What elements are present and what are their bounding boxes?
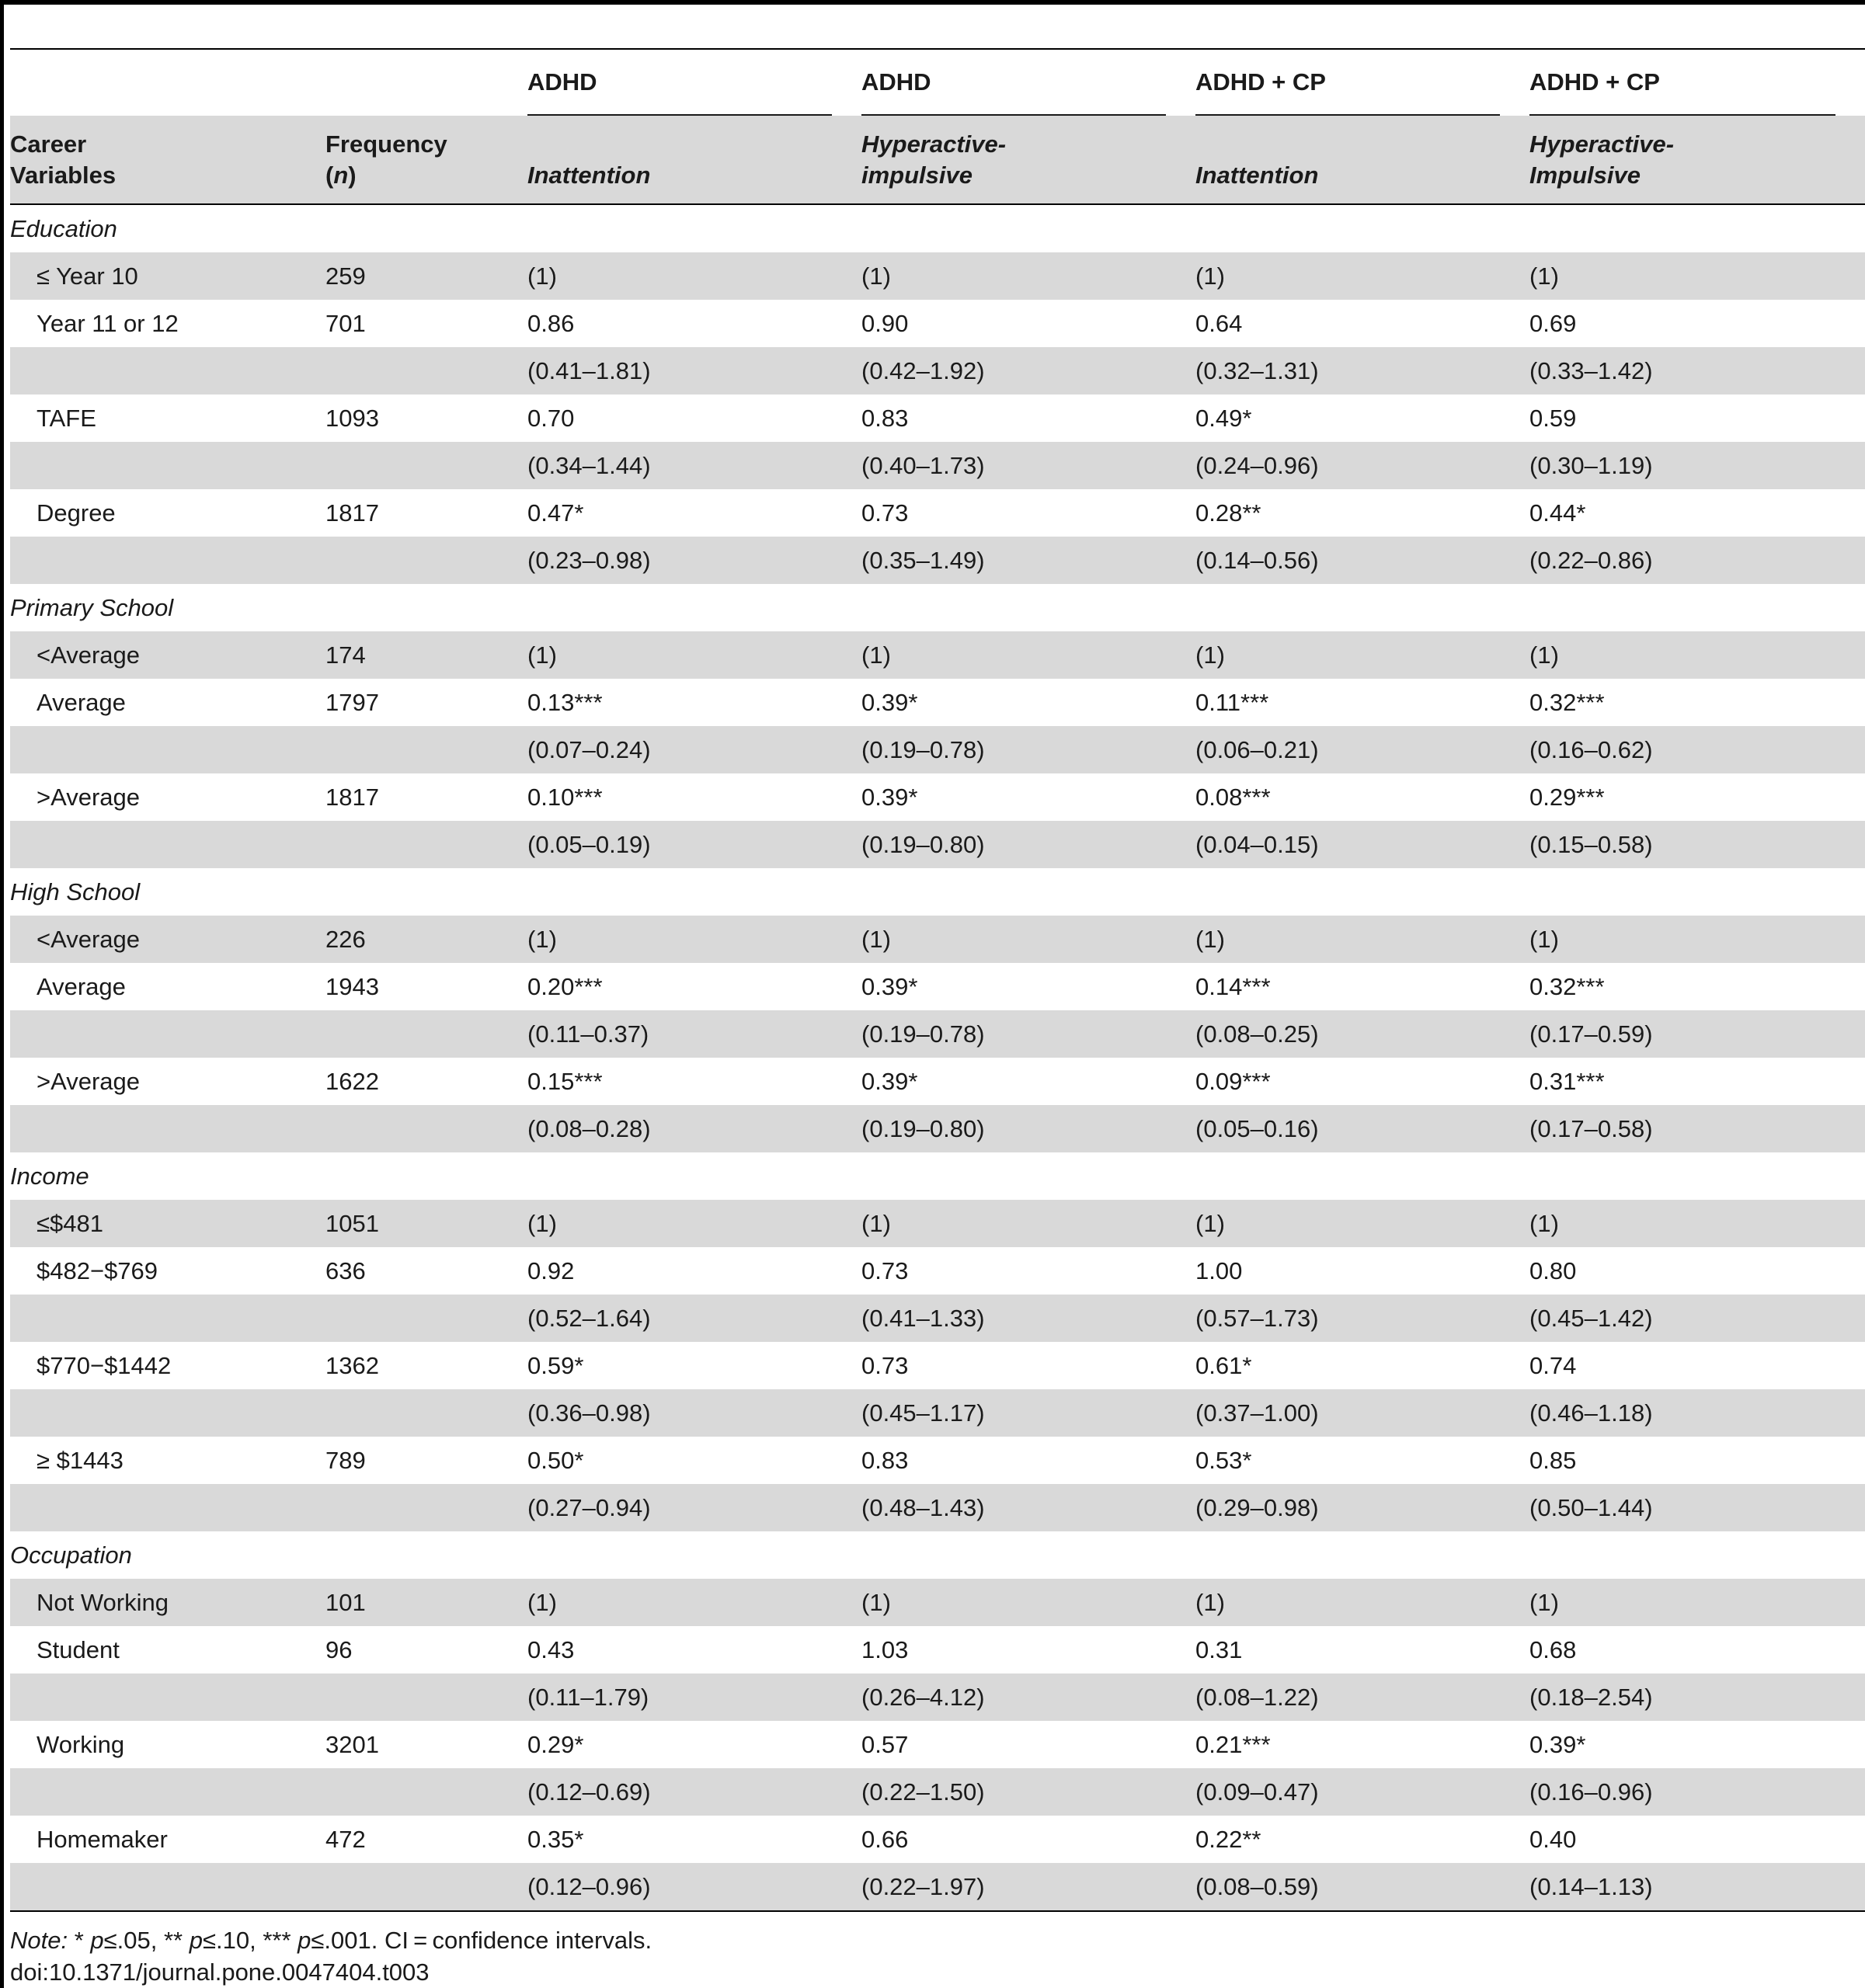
odds-ratio-cell: (1)	[861, 1200, 1195, 1247]
odds-ratio-cell: 0.66	[861, 1825, 909, 1853]
confidence-interval-cell: (0.16–0.96)	[1529, 1768, 1865, 1816]
confidence-interval-cell: (0.41–1.33)	[861, 1295, 1195, 1342]
row-frequency: 789	[325, 1446, 366, 1474]
odds-ratio-cell: 0.29***	[1529, 783, 1605, 811]
odds-ratio-cell: 0.13***	[527, 688, 603, 716]
row-label: Student	[37, 1635, 120, 1663]
table-row	[10, 1626, 1865, 1673]
ci-row	[10, 1105, 1865, 1152]
table-row	[10, 1437, 1865, 1484]
ci-empty-frequency	[325, 1863, 527, 1911]
odds-ratio-cell: 0.40	[1529, 1825, 1577, 1853]
table-row	[10, 1579, 1865, 1626]
confidence-interval-cell: (0.22–1.97)	[861, 1863, 1195, 1911]
confidence-interval-cell: (0.15–0.58)	[1529, 821, 1865, 868]
row-label: TAFE	[37, 404, 96, 432]
table-row	[10, 394, 1865, 442]
group-header-adhd-cp-1: ADHD + CP	[1195, 50, 1529, 116]
odds-ratio-cell: 0.39*	[861, 688, 918, 716]
odds-ratio-cell: (1)	[1195, 1200, 1529, 1247]
odds-ratio-cell: 1.03	[861, 1635, 909, 1663]
odds-ratio-cell: (1)	[527, 1579, 861, 1626]
odds-ratio-cell: 0.85	[1529, 1446, 1577, 1474]
confidence-interval-cell: (0.50–1.44)	[1529, 1484, 1865, 1531]
confidence-interval-cell: (0.11–1.79)	[527, 1673, 861, 1721]
row-frequency: 174	[325, 631, 527, 679]
confidence-interval-cell: (0.40–1.73)	[861, 442, 1195, 489]
odds-ratio-cell: 0.39*	[861, 783, 918, 811]
ci-empty-label	[10, 1768, 325, 1816]
row-label: >Average	[37, 1067, 141, 1095]
section-title: Income	[10, 1162, 89, 1190]
odds-ratio-cell: 0.39*	[1529, 1730, 1586, 1758]
ci-empty-label	[10, 1105, 325, 1152]
confidence-interval-cell: (0.35–1.49)	[861, 537, 1195, 584]
col-header-adhd-hyperactive: Hyperactive- impulsive	[861, 116, 1195, 204]
odds-ratio-cell: (1)	[1529, 916, 1865, 963]
table-row	[10, 1721, 1865, 1768]
odds-ratio-cell: 0.11***	[1195, 688, 1269, 716]
odds-ratio-cell: 0.74	[1529, 1351, 1577, 1379]
confidence-interval-cell: (0.45–1.17)	[861, 1389, 1195, 1437]
row-label: Average	[37, 972, 126, 1000]
odds-ratio-cell: 0.73	[861, 1256, 909, 1284]
section-title: Primary School	[10, 593, 174, 621]
row-frequency: 259	[325, 252, 527, 300]
confidence-interval-cell: (0.41–1.81)	[527, 347, 861, 394]
table-row	[10, 1200, 1865, 1247]
row-label: <Average	[10, 916, 325, 963]
ci-row	[10, 1863, 1865, 1911]
section-header-row	[10, 204, 1865, 252]
table-row	[10, 916, 1865, 963]
significance-note: Note: * p≤.05, ** p≤.10, *** p≤.001. CI = confidence intervals.	[10, 1927, 652, 1954]
row-label: ≤ Year 10	[10, 252, 325, 300]
section-title: Occupation	[10, 1541, 132, 1569]
confidence-interval-cell: (0.23–0.98)	[527, 537, 861, 584]
ci-row	[10, 1484, 1865, 1531]
odds-ratio-cell: (1)	[527, 252, 861, 300]
confidence-interval-cell: (0.45–1.42)	[1529, 1295, 1865, 1342]
row-label: Year 11 or 12	[37, 309, 179, 337]
row-label: >Average	[37, 783, 141, 811]
odds-ratio-cell: 0.80	[1529, 1256, 1577, 1284]
odds-ratio-cell: 0.15***	[527, 1067, 603, 1095]
row-frequency: 701	[325, 309, 366, 337]
group-header-empty-1	[10, 50, 325, 116]
odds-ratio-cell: 0.32***	[1529, 688, 1605, 716]
ci-row	[10, 726, 1865, 773]
odds-ratio-cell: 1.00	[1195, 1256, 1243, 1284]
odds-ratio-cell: (1)	[1529, 1200, 1865, 1247]
table-bottom-rule	[10, 1911, 1865, 1912]
odds-ratio-cell: (1)	[861, 631, 1195, 679]
odds-ratio-cell: 0.83	[861, 1446, 909, 1474]
odds-ratio-cell: 0.92	[527, 1256, 575, 1284]
ci-empty-frequency	[325, 347, 527, 394]
ci-empty-frequency	[325, 726, 527, 773]
confidence-interval-cell: (0.08–0.59)	[1195, 1863, 1529, 1911]
row-frequency: 96	[325, 1635, 353, 1663]
ci-empty-label	[10, 726, 325, 773]
column-header-row	[10, 116, 1865, 204]
confidence-interval-cell: (0.09–0.47)	[1195, 1768, 1529, 1816]
group-header-adhd-1: ADHD	[527, 50, 861, 116]
odds-ratio-cell: 0.70	[527, 404, 575, 432]
odds-ratio-cell: 0.31	[1195, 1635, 1243, 1663]
row-frequency: 472	[325, 1825, 366, 1853]
ci-empty-label	[10, 1863, 325, 1911]
confidence-interval-cell: (0.42–1.92)	[861, 347, 1195, 394]
odds-ratio-cell: 0.28**	[1195, 499, 1261, 527]
odds-ratio-cell: (1)	[1195, 252, 1529, 300]
row-label: Working	[37, 1730, 125, 1758]
row-frequency: 101	[325, 1579, 527, 1626]
ci-empty-label	[10, 1389, 325, 1437]
odds-ratio-cell: 0.69	[1529, 309, 1577, 337]
row-frequency: 1362	[325, 1351, 379, 1379]
ci-empty-label	[10, 1673, 325, 1721]
odds-ratio-cell: 0.61*	[1195, 1351, 1252, 1379]
left-border-rule	[0, 0, 4, 1988]
row-frequency: 1622	[325, 1067, 379, 1095]
odds-ratio-cell: (1)	[527, 916, 861, 963]
table-row	[10, 963, 1865, 1010]
row-frequency: 1093	[325, 404, 379, 432]
ci-empty-label	[10, 537, 325, 584]
confidence-interval-cell: (0.26–4.12)	[861, 1673, 1195, 1721]
section-header-row	[10, 584, 1865, 631]
odds-ratio-cell: 0.64	[1195, 309, 1243, 337]
table-row	[10, 1247, 1865, 1295]
confidence-interval-cell: (0.17–0.59)	[1529, 1010, 1865, 1058]
odds-ratio-cell: 0.59	[1529, 404, 1577, 432]
group-header-adhd-2: ADHD	[861, 50, 1195, 116]
table-row	[10, 300, 1865, 347]
confidence-interval-cell: (0.14–1.13)	[1529, 1863, 1865, 1911]
odds-ratio-cell: 0.86	[527, 309, 575, 337]
ci-empty-label	[10, 347, 325, 394]
table-row	[10, 631, 1865, 679]
ci-empty-frequency	[325, 1673, 527, 1721]
odds-ratio-cell: 0.22**	[1195, 1825, 1261, 1853]
confidence-interval-cell: (0.14–0.56)	[1195, 537, 1529, 584]
ci-row	[10, 1389, 1865, 1437]
row-frequency: 1051	[325, 1200, 527, 1247]
row-label: $770−$1442	[37, 1351, 172, 1379]
odds-ratio-cell: (1)	[1195, 916, 1529, 963]
odds-ratio-cell: 0.83	[861, 404, 909, 432]
ci-empty-frequency	[325, 1768, 527, 1816]
section-title: High School	[10, 878, 141, 905]
confidence-interval-cell: (0.19–0.78)	[861, 1010, 1195, 1058]
top-border-rule	[0, 0, 1865, 5]
odds-ratio-cell: 0.10***	[527, 783, 603, 811]
confidence-interval-cell: (0.33–1.42)	[1529, 347, 1865, 394]
odds-ratio-cell: (1)	[1195, 631, 1529, 679]
odds-ratio-cell: 0.53*	[1195, 1446, 1252, 1474]
ci-row	[10, 1673, 1865, 1721]
results-table-container	[10, 48, 1865, 1912]
confidence-interval-cell: (0.19–0.78)	[861, 726, 1195, 773]
confidence-interval-cell: (0.11–0.37)	[527, 1010, 861, 1058]
odds-ratio-cell: (1)	[1529, 252, 1865, 300]
col-header-frequency: Frequency (n)	[325, 116, 527, 204]
table-row	[10, 489, 1865, 537]
col-header-adhd-cp-inattention: Inattention	[1195, 116, 1529, 204]
odds-ratio-cell: 0.35*	[527, 1825, 584, 1853]
doi-line: doi:10.1371/journal.pone.0047404.t003	[10, 1958, 430, 1986]
odds-ratio-cell: (1)	[527, 631, 861, 679]
ci-empty-frequency	[325, 537, 527, 584]
row-frequency: 1817	[325, 499, 379, 527]
odds-ratio-cell: 0.57	[861, 1730, 909, 1758]
row-frequency: 1943	[325, 972, 379, 1000]
group-header-row	[10, 50, 1865, 116]
ci-empty-frequency	[325, 1105, 527, 1152]
odds-ratio-cell: 0.73	[861, 499, 909, 527]
table-row	[10, 679, 1865, 726]
ci-empty-frequency	[325, 1389, 527, 1437]
confidence-interval-cell: (0.18–2.54)	[1529, 1673, 1865, 1721]
odds-ratio-cell: 0.68	[1529, 1635, 1577, 1663]
ci-empty-frequency	[325, 1010, 527, 1058]
confidence-interval-cell: (0.32–1.31)	[1195, 347, 1529, 394]
confidence-interval-cell: (0.19–0.80)	[861, 1105, 1195, 1152]
confidence-interval-cell: (0.37–1.00)	[1195, 1389, 1529, 1437]
confidence-interval-cell: (0.06–0.21)	[1195, 726, 1529, 773]
odds-ratio-cell: (1)	[1529, 1579, 1865, 1626]
ci-empty-label	[10, 1484, 325, 1531]
odds-ratio-cell: (1)	[861, 252, 1195, 300]
table-row	[10, 1342, 1865, 1389]
section-header-row	[10, 1531, 1865, 1579]
row-frequency: 3201	[325, 1730, 379, 1758]
odds-ratio-cell: 0.59*	[527, 1351, 584, 1379]
odds-ratio-cell: 0.21***	[1195, 1730, 1271, 1758]
section-header-row	[10, 868, 1865, 916]
odds-ratio-cell: 0.32***	[1529, 972, 1605, 1000]
confidence-interval-cell: (0.24–0.96)	[1195, 442, 1529, 489]
confidence-interval-cell: (0.27–0.94)	[527, 1484, 861, 1531]
col-header-adhd-inattention: Inattention	[527, 116, 861, 204]
confidence-interval-cell: (0.16–0.62)	[1529, 726, 1865, 773]
row-frequency: 636	[325, 1256, 366, 1284]
confidence-interval-cell: (0.05–0.16)	[1195, 1105, 1529, 1152]
row-label: Average	[37, 688, 126, 716]
odds-ratio-cell: (1)	[1529, 631, 1865, 679]
confidence-interval-cell: (0.34–1.44)	[527, 442, 861, 489]
odds-ratio-cell: 0.43	[527, 1635, 575, 1663]
odds-ratio-cell: 0.31***	[1529, 1067, 1605, 1095]
odds-ratio-cell: 0.29*	[527, 1730, 584, 1758]
confidence-interval-cell: (0.48–1.43)	[861, 1484, 1195, 1531]
odds-ratio-cell: 0.20***	[527, 972, 603, 1000]
confidence-interval-cell: (0.08–0.25)	[1195, 1010, 1529, 1058]
confidence-interval-cell: (0.07–0.24)	[527, 726, 861, 773]
table-notes	[10, 1924, 652, 1988]
ci-empty-label	[10, 442, 325, 489]
confidence-interval-cell: (0.22–0.86)	[1529, 537, 1865, 584]
ci-row	[10, 347, 1865, 394]
table-row	[10, 252, 1865, 300]
odds-ratio-cell: 0.44*	[1529, 499, 1586, 527]
confidence-interval-cell: (0.57–1.73)	[1195, 1295, 1529, 1342]
ci-row	[10, 1295, 1865, 1342]
confidence-interval-cell: (0.12–0.96)	[527, 1863, 861, 1911]
odds-ratio-cell: 0.47*	[527, 499, 584, 527]
ci-empty-frequency	[325, 821, 527, 868]
row-frequency: 1817	[325, 783, 379, 811]
col-header-career-variables: Career Variables	[10, 116, 325, 204]
odds-ratio-cell: 0.49*	[1195, 404, 1252, 432]
confidence-interval-cell: (0.17–0.58)	[1529, 1105, 1865, 1152]
odds-ratio-cell: 0.39*	[861, 972, 918, 1000]
odds-ratio-cell: 0.08***	[1195, 783, 1271, 811]
table-row	[10, 1816, 1865, 1863]
ci-empty-label	[10, 1295, 325, 1342]
confidence-interval-cell: (0.12–0.69)	[527, 1768, 861, 1816]
ci-empty-frequency	[325, 442, 527, 489]
confidence-interval-cell: (0.22–1.50)	[861, 1768, 1195, 1816]
row-label: ≤$481	[10, 1200, 325, 1247]
ci-row	[10, 442, 1865, 489]
confidence-interval-cell: (0.52–1.64)	[527, 1295, 861, 1342]
col-header-adhd-cp-hyperactive: Hyperactive- Impulsive	[1529, 116, 1865, 204]
group-header-adhd-cp-2: ADHD + CP	[1529, 50, 1865, 116]
odds-ratio-cell: (1)	[527, 1200, 861, 1247]
row-label: Degree	[37, 499, 116, 527]
odds-ratio-cell: (1)	[1195, 1579, 1529, 1626]
row-label: $482−$769	[37, 1256, 158, 1284]
results-table	[10, 48, 1865, 1912]
group-header-empty-2	[325, 50, 527, 116]
row-label: Homemaker	[37, 1825, 168, 1853]
ci-empty-label	[10, 821, 325, 868]
ci-row	[10, 821, 1865, 868]
odds-ratio-cell: 0.14***	[1195, 972, 1271, 1000]
confidence-interval-cell: (0.36–0.98)	[527, 1389, 861, 1437]
row-label: ≥ $1443	[37, 1446, 124, 1474]
odds-ratio-cell: 0.39*	[861, 1067, 918, 1095]
confidence-interval-cell: (0.29–0.98)	[1195, 1484, 1529, 1531]
confidence-interval-cell: (0.19–0.80)	[861, 821, 1195, 868]
section-header-row	[10, 1152, 1865, 1200]
row-label: <Average	[10, 631, 325, 679]
odds-ratio-cell: (1)	[861, 916, 1195, 963]
ci-empty-frequency	[325, 1484, 527, 1531]
ci-row	[10, 1010, 1865, 1058]
odds-ratio-cell: 0.09***	[1195, 1067, 1271, 1095]
confidence-interval-cell: (0.30–1.19)	[1529, 442, 1865, 489]
confidence-interval-cell: (0.46–1.18)	[1529, 1389, 1865, 1437]
ci-row	[10, 1768, 1865, 1816]
table-row	[10, 773, 1865, 821]
confidence-interval-cell: (0.04–0.15)	[1195, 821, 1529, 868]
odds-ratio-cell: 0.90	[861, 309, 909, 337]
confidence-interval-cell: (0.08–0.28)	[527, 1105, 861, 1152]
odds-ratio-cell: 0.50*	[527, 1446, 584, 1474]
row-frequency: 226	[325, 916, 527, 963]
odds-ratio-cell: 0.73	[861, 1351, 909, 1379]
row-label: Not Working	[10, 1579, 325, 1626]
ci-empty-frequency	[325, 1295, 527, 1342]
row-frequency: 1797	[325, 688, 379, 716]
section-title: Education	[10, 214, 117, 242]
odds-ratio-cell: (1)	[861, 1579, 1195, 1626]
confidence-interval-cell: (0.08–1.22)	[1195, 1673, 1529, 1721]
ci-empty-label	[10, 1010, 325, 1058]
ci-row	[10, 537, 1865, 584]
table-row	[10, 1058, 1865, 1105]
confidence-interval-cell: (0.05–0.19)	[527, 821, 861, 868]
